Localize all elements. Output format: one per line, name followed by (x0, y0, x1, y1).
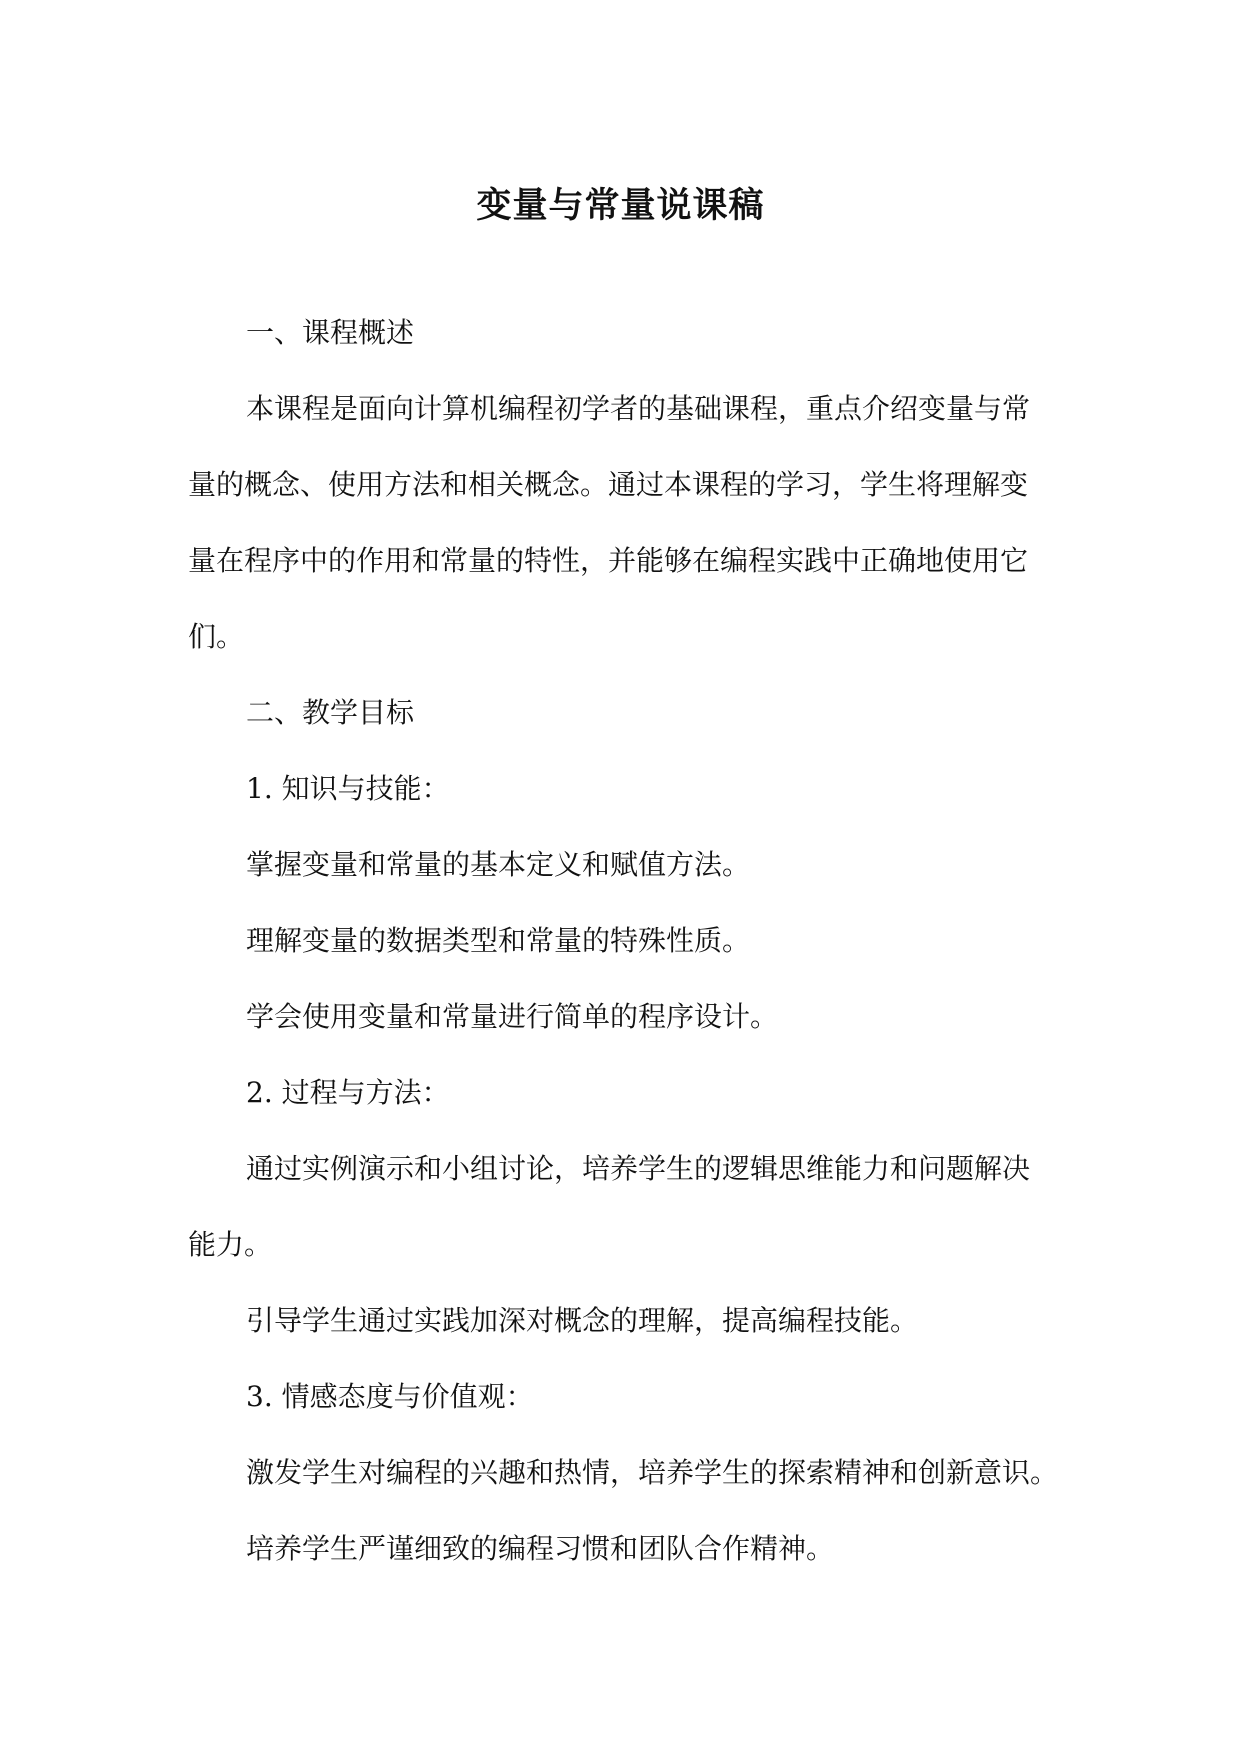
paragraph-line: 通过实例演示和小组讨论，培养学生的逻辑思维能力和问题解决 (246, 1152, 1031, 1185)
paragraph-line: 量的概念、使用方法和相关概念。通过本课程的学习，学生将理解变 (188, 468, 1029, 501)
section-heading-teaching-goals: 二、教学目标 (246, 696, 415, 729)
paragraph-line: 培养学生严谨细致的编程习惯和团队合作精神。 (246, 1532, 835, 1565)
paragraph-line: 学会使用变量和常量进行简单的程序设计。 (246, 1000, 779, 1033)
section-heading-course-overview: 一、课程概述 (246, 316, 415, 349)
subheading-process-methods: 2. 过程与方法： (246, 1076, 450, 1109)
paragraph-line: 能力。 (188, 1228, 273, 1261)
paragraph-line: 掌握变量和常量的基本定义和赋值方法。 (246, 848, 751, 881)
subheading-knowledge-skills: 1. 知识与技能： (246, 772, 450, 805)
paragraph-line: 们。 (188, 620, 245, 653)
paragraph-line: 本课程是面向计算机编程初学者的基础课程，重点介绍变量与常 (246, 392, 1031, 425)
paragraph-line: 理解变量的数据类型和常量的特殊性质。 (246, 924, 751, 957)
paragraph-line: 量在程序中的作用和常量的特性，并能够在编程实践中正确地使用它 (188, 544, 1029, 577)
paragraph-line: 引导学生通过实践加深对概念的理解，提高编程技能。 (246, 1304, 919, 1337)
document-title: 变量与常量说课稿 (476, 185, 765, 226)
paragraph-line: 激发学生对编程的兴趣和热情，培养学生的探索精神和创新意识。 (246, 1456, 1059, 1489)
subheading-attitudes-values: 3. 情感态度与价值观： (246, 1380, 534, 1413)
